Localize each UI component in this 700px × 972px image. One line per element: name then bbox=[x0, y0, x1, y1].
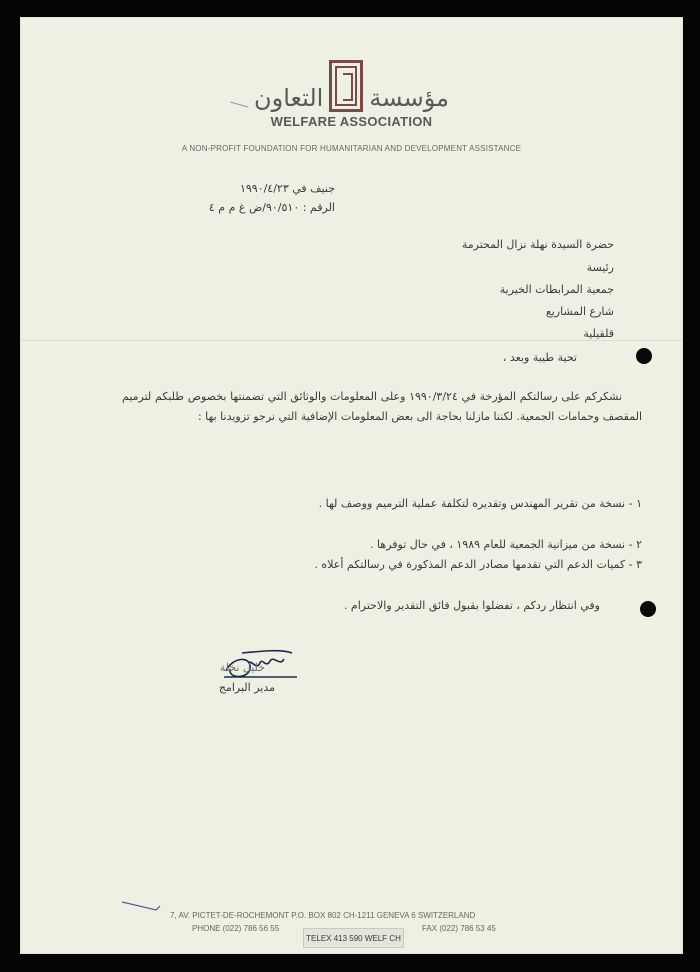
kufic-emblem-icon bbox=[329, 60, 363, 112]
greeting: تحية طيبة وبعد ، bbox=[502, 351, 577, 364]
tagline: A NON-PROFIT FOUNDATION FOR HUMANITARIAN AND DEVELOPMENT ASSISTANCE bbox=[181, 144, 522, 153]
request-item-1: ١ - نسخة من تقرير المهندس وتقديره لتكلفة عملية الترميم ووصف لها . bbox=[318, 497, 642, 510]
closing-line: وفي انتظار ردكم ، تفضلوا بقبول فائق التقدير والاحترام . bbox=[343, 599, 600, 612]
footer-phone: PHONE (022) 786 56 55 bbox=[192, 924, 280, 933]
punch-hole-top bbox=[636, 348, 652, 364]
logo-arabic-left: مؤسسة bbox=[369, 84, 449, 112]
letterhead-logo bbox=[20, 52, 683, 129]
footer-fax: FAX (022) 786 53 45 bbox=[422, 924, 496, 933]
recipient-line-2: رئيسة bbox=[586, 261, 614, 274]
fold-line bbox=[20, 340, 683, 341]
recipient-line-3: جمعية المرابطات الخيرية bbox=[499, 283, 614, 296]
recipient-line-5: قلقيلية bbox=[583, 327, 614, 340]
recipient-line-1: حضرة السيدة نهلة نزال المحترمة bbox=[461, 238, 614, 251]
pen-stroke-mark bbox=[122, 900, 162, 914]
reference-number: الرقم : ٩٠/٥١٠/ض غ م م ٤ bbox=[208, 201, 335, 214]
footer-telex: TELEX 413 590 WELF CH bbox=[303, 928, 404, 948]
letter-page bbox=[20, 17, 683, 954]
organization-name: WELFARE ASSOCIATION bbox=[270, 114, 433, 129]
date-line: جنيف في ١٩٩٠/٤/٢٣ bbox=[239, 182, 335, 195]
recipient-line-4: شارع المشاريع bbox=[545, 305, 614, 318]
footer-address: 7, AV. PICTET-DE-ROCHEMONT P.O. BOX 802 CH-1211 GENEVA 6 SWITZERLAND bbox=[170, 911, 476, 920]
punch-hole-bottom bbox=[640, 601, 656, 617]
signatory-name: خليل نخلة bbox=[219, 661, 265, 674]
logo-arabic-right: التعاون bbox=[254, 84, 324, 112]
request-item-2: ٢ - نسخة من ميزانية الجمعية للعام ١٩٨٩ ، في حال توفرها . bbox=[370, 538, 642, 551]
body-paragraph: نشكركم على رسالتكم المؤرخة في ١٩٩٠/٣/٢٤ وعلى المعلومات والوثائق التي تضمنتها بخصوص طلبكم لترميم المقصف وحمامات الجمعية. لكننا مازلنا بحاجة الى بعض المعلومات الإضافية التي نرجو تزويدنا بها : bbox=[122, 390, 642, 423]
request-item-3: ٣ - كميات الدعم التي تقدمها مصادر الدعم المذكورة في رسالتكم أعلاه . bbox=[314, 558, 642, 571]
pen-tick-mark bbox=[230, 101, 250, 109]
signatory-title: مدير البرامج bbox=[218, 681, 275, 694]
